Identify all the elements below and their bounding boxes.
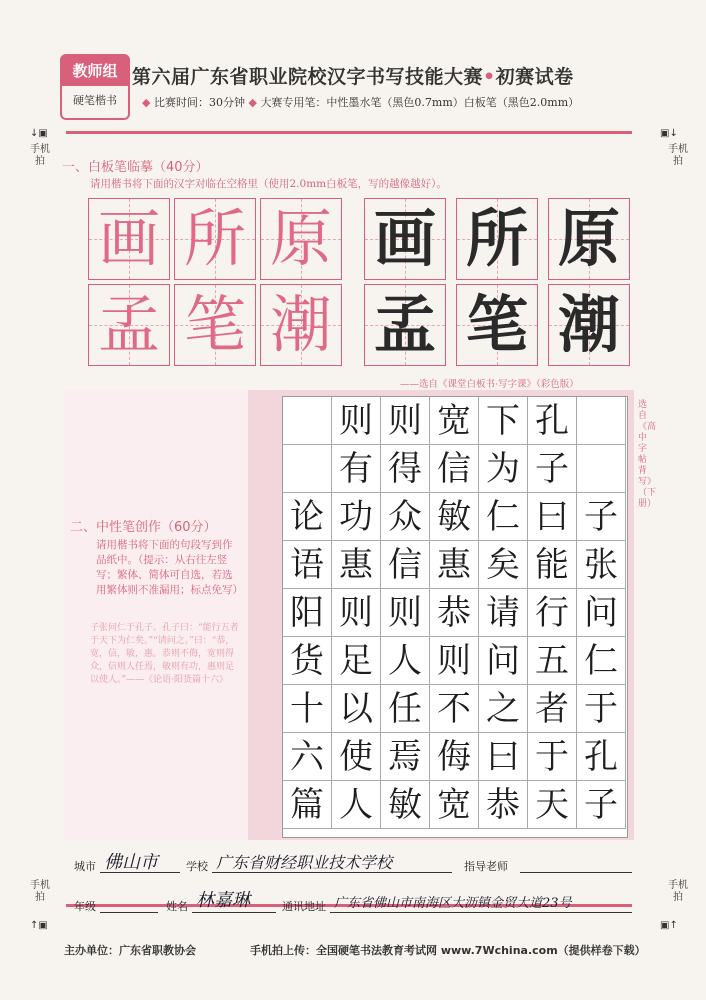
school-label: 学校: [186, 860, 208, 873]
group-badge: [60, 54, 130, 120]
grid-cell[interactable]: 不: [430, 685, 479, 733]
grid-cell[interactable]: 十: [283, 685, 332, 733]
address-label: 通讯地址: [282, 900, 326, 913]
section2-info-panel: [64, 390, 248, 840]
grid-cell[interactable]: 焉: [381, 733, 430, 781]
city-label: 城市: [74, 860, 96, 873]
footer-upload: 手机拍上传：全国硬笔书法教育考试网 www.7Wchina.com（提供样卷下载）: [250, 944, 646, 957]
grid-cell[interactable]: 敏: [430, 493, 479, 541]
page-title: [132, 62, 574, 89]
copy-cell[interactable]: 原: [548, 198, 630, 280]
exam-pens: 大赛专用笔：中性墨水笔（黑色0.7mm）白板笔（黑色2.0mm）: [260, 96, 580, 109]
grid-cell[interactable]: 能: [528, 541, 577, 589]
grid-cell[interactable]: [577, 397, 626, 445]
exam-info: [142, 94, 579, 110]
grid-cell[interactable]: 信: [381, 541, 430, 589]
side-label-bl: 手机拍: [30, 880, 50, 903]
grid-cell[interactable]: 阳: [283, 589, 332, 637]
teacher-underline: [520, 872, 632, 873]
grid-cell[interactable]: 之: [479, 685, 528, 733]
grid-cell[interactable]: 论: [283, 493, 332, 541]
writing-grid[interactable]: [282, 396, 628, 838]
side-label-tr: 手机拍: [668, 144, 688, 167]
copy-cell[interactable]: 笔: [456, 284, 538, 366]
grid-cell[interactable]: 使: [332, 733, 381, 781]
camera-icon: ▣↓: [660, 128, 678, 139]
bullet-icon: ◆: [142, 96, 151, 109]
grid-cell[interactable]: 恭: [479, 781, 528, 829]
name-underline: [192, 912, 276, 913]
grid-cell[interactable]: 则: [332, 589, 381, 637]
grid-cell[interactable]: 曰: [528, 493, 577, 541]
grid-cell[interactable]: 信: [430, 445, 479, 493]
grade-label: 年级: [74, 900, 96, 913]
grid-cell[interactable]: [283, 397, 332, 445]
grid-cell[interactable]: 者: [528, 685, 577, 733]
grid-cell[interactable]: 为: [479, 445, 528, 493]
name-label: 姓名: [166, 900, 188, 913]
grid-cell[interactable]: 曰: [479, 733, 528, 781]
grid-cell[interactable]: 宽: [430, 397, 479, 445]
copy-cell[interactable]: 潮: [548, 284, 630, 366]
model-cell: 笔: [174, 284, 256, 366]
grid-cell[interactable]: [283, 445, 332, 493]
grid-cell[interactable]: 功: [332, 493, 381, 541]
grid-cell[interactable]: 恭: [430, 589, 479, 637]
grid-cell[interactable]: 下: [479, 397, 528, 445]
grid-cell[interactable]: 则: [430, 637, 479, 685]
grid-cell[interactable]: 问: [479, 637, 528, 685]
bullet-icon: ◆: [248, 96, 257, 109]
grid-cell[interactable]: 敏: [381, 781, 430, 829]
badge-top: 教师组: [62, 56, 128, 86]
grid-cell[interactable]: 问: [577, 589, 626, 637]
model-cell: 所: [174, 198, 256, 280]
grid-cell[interactable]: 仁: [577, 637, 626, 685]
section2-instruction: 请用楷书将下面的句段写到作品纸中。（提示：从右往左竖写；繁体、简体可自选，若选用繁体则不准漏用；标点免写）: [96, 539, 243, 596]
grid-cell[interactable]: 侮: [430, 733, 479, 781]
grid-cell[interactable]: 众: [381, 493, 430, 541]
section1-instruction: 请用楷书将下面的汉字对临在空格里（使用2.0mm白板笔，写的越像越好）。: [90, 178, 447, 190]
camera-icon: ↑▣: [30, 920, 48, 931]
grid-cell[interactable]: 足: [332, 637, 381, 685]
section2-source: 选自《高中字帖背写》（下册）: [638, 400, 657, 509]
side-label-tl: 手机拍: [30, 144, 50, 167]
grid-cell[interactable]: 有: [332, 445, 381, 493]
grid-cell[interactable]: 子: [577, 493, 626, 541]
grid-cell[interactable]: 孔: [577, 733, 626, 781]
title-main: 第六届广东省职业院校汉字书写技能大赛: [132, 66, 484, 88]
copy-cell[interactable]: 画: [364, 198, 446, 280]
model-cell: 孟: [88, 284, 170, 366]
grid-cell[interactable]: 任: [381, 685, 430, 733]
grid-cell[interactable]: 惠: [430, 541, 479, 589]
model-cell: 画: [88, 198, 170, 280]
address-field[interactable]: 广东省佛山市南海区大沥镇金贸大道23号: [334, 896, 572, 911]
header-divider: [66, 131, 632, 134]
school-field[interactable]: 广东省财经职业技术学校: [216, 853, 393, 872]
section1-title: 一、白板笔临摹（40分）: [62, 160, 209, 175]
title-suffix: 初赛试卷: [495, 66, 574, 88]
grid-cell[interactable]: 张: [577, 541, 626, 589]
grid-cell[interactable]: 则: [332, 397, 381, 445]
footer-organizer: 主办单位：广东省职教协会: [64, 944, 196, 957]
grid-cell[interactable]: 矣: [479, 541, 528, 589]
grade-underline: [100, 912, 158, 913]
side-label-br: 手机拍: [668, 880, 688, 903]
section2-quote: 子张问仁于孔子。孔子曰：“能行五者于天下为仁矣。”“请问之。”曰：“恭，宽，信，敏，惠。恭则不侮，宽则得众，信则人任焉，敏则有功，惠则足以使人。”——《论语·阳货篇十六》: [90, 623, 239, 685]
exam-time: 比赛时间：30分钟: [153, 96, 245, 109]
address-underline: [330, 912, 632, 913]
city-field[interactable]: 佛山市: [104, 852, 158, 873]
grid-cell[interactable]: 子: [528, 445, 577, 493]
grid-cell[interactable]: 人: [381, 637, 430, 685]
grid-cell[interactable]: 仁: [479, 493, 528, 541]
grid-cell[interactable]: 天: [528, 781, 577, 829]
grid-cell[interactable]: 宽: [430, 781, 479, 829]
grid-cell[interactable]: [577, 445, 626, 493]
grid-cell[interactable]: 六: [283, 733, 332, 781]
section2-title: 二、中性笔创作（60分）: [70, 520, 217, 535]
copy-cell[interactable]: 所: [456, 198, 538, 280]
model-cell: 潮: [260, 284, 342, 366]
camera-icon: ▣↑: [660, 920, 678, 931]
grid-cell[interactable]: 则: [381, 397, 430, 445]
name-field[interactable]: 林嘉琳: [196, 890, 250, 911]
grid-cell[interactable]: 子: [577, 781, 626, 829]
grid-cell[interactable]: 以: [332, 685, 381, 733]
grid-cell[interactable]: 则: [381, 589, 430, 637]
grid-cell[interactable]: 请: [479, 589, 528, 637]
grid-cell[interactable]: 于: [528, 733, 577, 781]
grid-cell[interactable]: 人: [332, 781, 381, 829]
grid-cell[interactable]: 五: [528, 637, 577, 685]
grid-cell[interactable]: 得: [381, 445, 430, 493]
grid-cell[interactable]: 孔: [528, 397, 577, 445]
teacher-label: 指导老师: [464, 860, 508, 873]
grid-cell[interactable]: 语: [283, 541, 332, 589]
grid-cell[interactable]: 货: [283, 637, 332, 685]
copy-cell[interactable]: 孟: [364, 284, 446, 366]
title-dot: •: [483, 66, 496, 88]
camera-icon: ↓▣: [30, 128, 48, 139]
badge-bottom: 硬笔楷书: [73, 94, 117, 107]
grid-cell[interactable]: 篇: [283, 781, 332, 829]
grid-cell[interactable]: 行: [528, 589, 577, 637]
grid-cell[interactable]: 惠: [332, 541, 381, 589]
section1-source: ——选自《课堂白板书·写字课》（彩色版）: [400, 379, 579, 390]
grid-cell[interactable]: 于: [577, 685, 626, 733]
model-cell: 原: [260, 198, 342, 280]
